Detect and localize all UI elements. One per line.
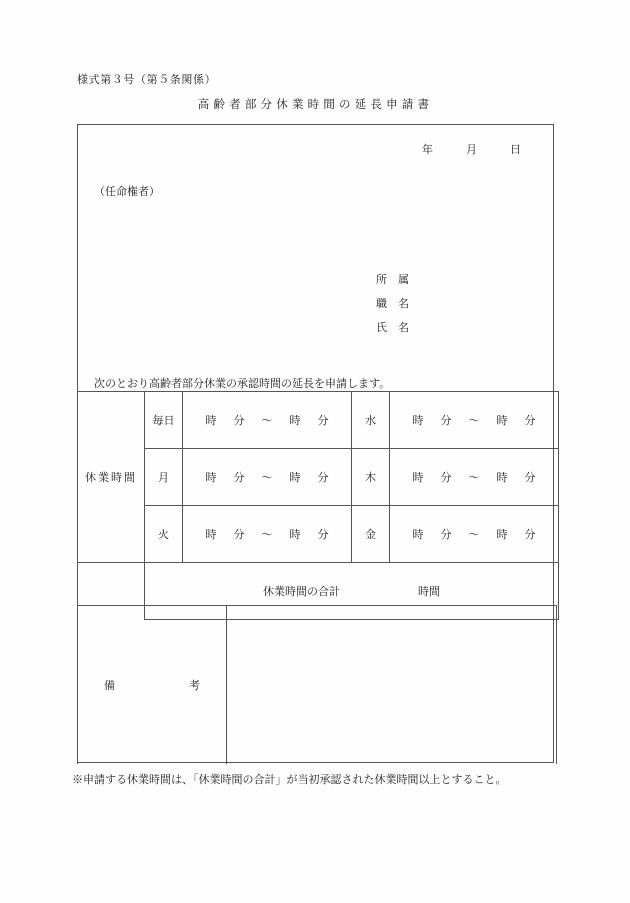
minute-label-end: 分: [524, 414, 536, 427]
day-label-monday: 月: [145, 449, 183, 506]
name-label-c2: 名: [398, 321, 409, 334]
leave-hours-row-label: 休業時間: [78, 392, 145, 563]
remarks-input-area[interactable]: [227, 606, 557, 765]
total-hours-unit: 時間: [418, 584, 440, 598]
day-label-wednesday: 水: [352, 392, 390, 449]
applicant-info-block: [376, 268, 409, 340]
range-tilde: ～: [261, 471, 273, 484]
remarks-label-c1: 備: [104, 679, 115, 692]
range-tilde: ～: [468, 528, 480, 541]
minute-label-start: 分: [233, 528, 245, 541]
time-input-wednesday[interactable]: [390, 392, 559, 449]
application-form-box: [77, 124, 554, 763]
time-input-everyday[interactable]: [183, 392, 352, 449]
range-tilde: ～: [468, 414, 480, 427]
name-label-c1: 氏: [376, 321, 387, 334]
form-number: 様式第３号（第５条関係）: [77, 73, 217, 86]
hour-label-start: 時: [412, 414, 424, 427]
name-field: [376, 316, 409, 340]
hour-label-end: 時: [496, 471, 508, 484]
date-line: [78, 141, 521, 157]
affiliation-label-c1: 所: [376, 273, 387, 286]
leave-hours-table: [77, 391, 559, 620]
time-input-monday[interactable]: [183, 449, 352, 506]
time-input-tuesday[interactable]: [183, 506, 352, 563]
minute-label-start: 分: [233, 471, 245, 484]
appointing-authority-label: （任命権者）: [94, 185, 160, 198]
range-tilde: ～: [261, 414, 273, 427]
affiliation-label-c2: 属: [398, 273, 409, 286]
date-day-label: 日: [510, 143, 521, 156]
minute-label-start: 分: [440, 414, 452, 427]
time-input-friday[interactable]: [390, 506, 559, 563]
job-title-field: [376, 292, 409, 316]
minute-label-end: 分: [524, 471, 536, 484]
hour-label-end: 時: [496, 414, 508, 427]
range-tilde: ～: [468, 471, 480, 484]
minute-label-end: 分: [317, 471, 329, 484]
time-input-thursday[interactable]: [390, 449, 559, 506]
hour-label-end: 時: [289, 414, 301, 427]
minute-label-start: 分: [233, 414, 245, 427]
footnote-note: ※申請する休業時間は、「休業時間の合計」が当初承認された休業時間以上とすること。: [72, 773, 507, 786]
minute-label-end: 分: [317, 528, 329, 541]
remarks-label-c2: 考: [189, 679, 200, 692]
table-row: [78, 606, 557, 765]
hour-label-start: 時: [412, 528, 424, 541]
hour-label-start: 時: [205, 471, 217, 484]
day-label-tuesday: 火: [145, 506, 183, 563]
hour-label-end: 時: [289, 528, 301, 541]
date-year-label: 年: [422, 143, 433, 156]
hour-label-start: 時: [205, 414, 217, 427]
table-row: [78, 392, 559, 449]
remarks-label-cell: [78, 606, 227, 765]
range-tilde: ～: [261, 528, 273, 541]
job-title-label-c1: 職: [376, 297, 387, 310]
application-statement: 次のとおり高齢者部分休業の承認時間の延長を申請します。: [94, 377, 391, 390]
hour-label-start: 時: [205, 528, 217, 541]
hour-label-end: 時: [289, 471, 301, 484]
minute-label-start: 分: [440, 528, 452, 541]
hour-label-start: 時: [412, 471, 424, 484]
day-label-everyday: 毎日: [145, 392, 183, 449]
minute-label-end: 分: [524, 528, 536, 541]
minute-label-end: 分: [317, 414, 329, 427]
document-title: 高齢者部分休業時間の延長申請書: [197, 97, 434, 111]
total-hours-label: 休業時間の合計: [263, 584, 340, 598]
table-row: [78, 449, 559, 506]
remarks-table: [77, 605, 557, 764]
affiliation-field: [376, 268, 409, 292]
table-row: [78, 506, 559, 563]
minute-label-start: 分: [440, 471, 452, 484]
job-title-label-c2: 名: [398, 297, 409, 310]
day-label-friday: 金: [352, 506, 390, 563]
date-month-label: 月: [466, 143, 477, 156]
hour-label-end: 時: [496, 528, 508, 541]
day-label-thursday: 木: [352, 449, 390, 506]
